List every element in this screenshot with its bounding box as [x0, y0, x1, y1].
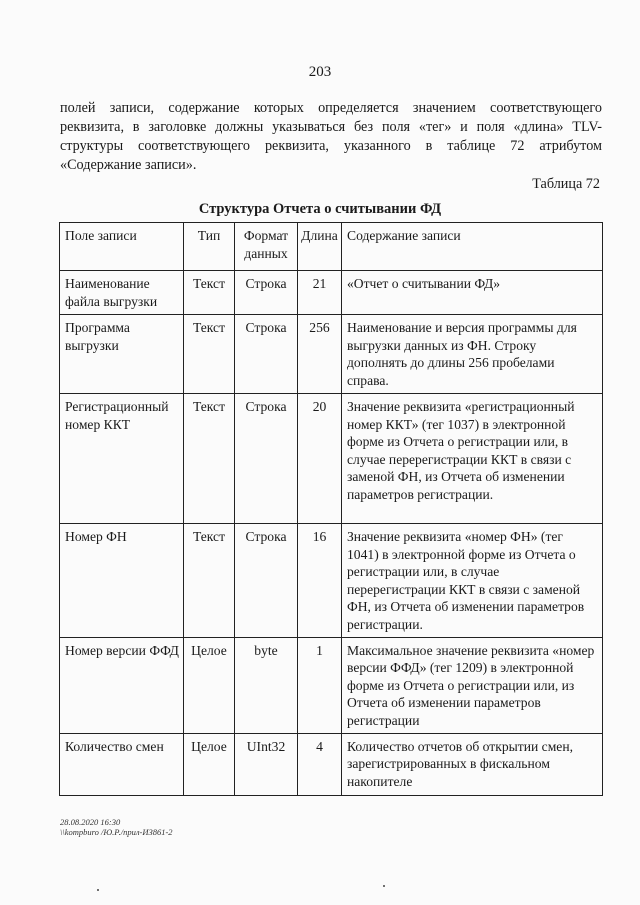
cell-content: Наименование и версия программы для выгрузки данных из ФН. Строку дополнять до длины 256 пробелами справа. [342, 315, 603, 394]
table-row [60, 394, 603, 524]
table-row [60, 733, 603, 795]
table-reference: Таблица 72 [532, 176, 600, 192]
scan-speck [383, 885, 385, 887]
cell-length: 20 [298, 394, 342, 524]
scan-speck [97, 889, 99, 891]
cell-type: Текст [184, 524, 235, 638]
cell-field: Наименование файла выгрузки [60, 271, 184, 315]
cell-length: 16 [298, 524, 342, 638]
cell-format: Строка [235, 315, 298, 394]
table-row [60, 271, 603, 315]
intro-paragraph: полей записи, содержание которых определяется значением соответствующего реквизита, в заголовке должны указываться без поля «тег» и поля «длина» TLV-структуры соответствующего реквизита, указанного в таблице 72 атрибутом «Содержание записи». [60, 100, 602, 173]
cell-content: Количество отчетов об открытии смен, зарегистрированных в фискальном накопителе [342, 733, 603, 795]
cell-format: Строка [235, 271, 298, 315]
cell-field: Программа выгрузки [60, 315, 184, 394]
footer-code: \\kompburo /Ю.Р./прил-ИЗ861-2 [60, 827, 173, 837]
header-format: Формат данных [235, 223, 298, 271]
cell-length: 1 [298, 637, 342, 733]
cell-content: Значение реквизита «регистрационный номер ККТ» (тег 1037) в электронной форме из Отчета о регистрации или, в случае перерегистрации ККТ в связи с заменой ФН, из Отчета об изменении параметров регистрации. [342, 394, 603, 524]
header-length: Длина [298, 223, 342, 271]
header-content: Содержание записи [342, 223, 603, 271]
table-title: Структура Отчета о считывании ФД [198, 201, 442, 217]
cell-field: Количество смен [60, 733, 184, 795]
table-header-row [60, 223, 603, 271]
page-number: 203 [308, 64, 332, 80]
cell-field: Регистрационный номер ККТ [60, 394, 184, 524]
cell-content: Значение реквизита «номер ФН» (тег 1041) в электронной форме из Отчета о регистрации или, в случае перерегистрации ККТ в связи с заменой ФН, из Отчета об изменении параметров регистрации. [342, 524, 603, 638]
cell-format: byte [235, 637, 298, 733]
cell-length: 4 [298, 733, 342, 795]
cell-field: Номер ФН [60, 524, 184, 638]
cell-format: Строка [235, 394, 298, 524]
table-row [60, 524, 603, 638]
footer-stamp [60, 817, 173, 837]
cell-type: Текст [184, 394, 235, 524]
header-field: Поле записи [60, 223, 184, 271]
cell-type: Текст [184, 271, 235, 315]
cell-content: «Отчет о считывании ФД» [342, 271, 603, 315]
cell-format: UInt32 [235, 733, 298, 795]
cell-length: 21 [298, 271, 342, 315]
footer-date: 28.08.2020 16:30 [60, 817, 121, 827]
cell-type: Текст [184, 315, 235, 394]
header-type: Тип [184, 223, 235, 271]
record-structure-table [59, 222, 603, 796]
cell-format: Строка [235, 524, 298, 638]
cell-content: Максимальное значение реквизита «номер версии ФФД» (тег 1209) в электронной форме из Отчета о регистрации или, из Отчета об изменении параметров регистрации [342, 637, 603, 733]
cell-field: Номер версии ФФД [60, 637, 184, 733]
table-row [60, 315, 603, 394]
table-row [60, 637, 603, 733]
cell-length: 256 [298, 315, 342, 394]
cell-type: Целое [184, 637, 235, 733]
cell-type: Целое [184, 733, 235, 795]
